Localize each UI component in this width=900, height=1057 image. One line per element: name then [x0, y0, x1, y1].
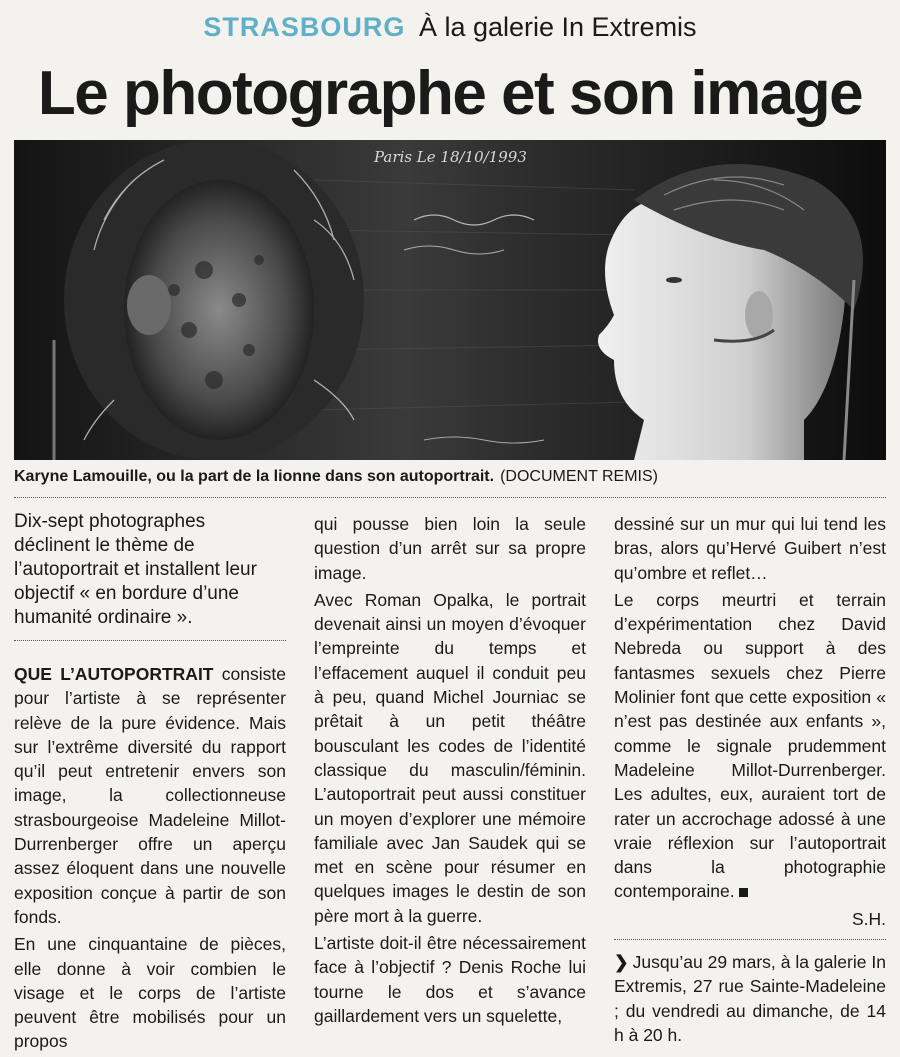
- kicker: [0, 10, 900, 44]
- end-mark-icon: [739, 888, 748, 897]
- signature: S.H.: [851, 908, 886, 929]
- divider: [614, 939, 886, 940]
- article-photo: [14, 140, 886, 460]
- photo-caption: [14, 466, 886, 488]
- article-column-3: [614, 512, 886, 1047]
- article-column-1: [14, 662, 286, 1057]
- paragraph: Avec Roman Opalka, le portrait devenait ainsi un moyen d’évoquer l’empreinte du temps et l’effacement auquel il conduit peu à peu, quand Michel Journiac se prêtait à un petit théâtre bousculant les codes de l’identité classique du masculin/féminin. L’autoportrait peut aussi constituer un moyen d’explorer une mémoire familiale avec Jan Saudek qui se met en scène pour résumer en quelques images le destin de son père mort à la guerre.: [314, 589, 586, 926]
- practical-info-text: Jusqu’au 29 mars, à la galerie In Extremis, 27 rue Sainte-Madeleine ; du vendredi au dimanche, de 14 h à 20 h.: [614, 952, 886, 1045]
- paragraph: dessiné sur un mur qui lui tend les bras, alors qu’Hervé Guibert n’est qu’ombre et reflet…: [614, 514, 886, 583]
- lead-in: QUE L’AUTOPORTRAIT: [14, 664, 214, 684]
- divider: [14, 497, 886, 498]
- divider: [14, 640, 286, 641]
- chapo: Dix-sept photographes déclinent le thème de l’autoportrait et installent leur objectif « en bordure d’une humanité ordinaire ».: [14, 511, 257, 628]
- paragraph-text: consiste pour l’artiste à se représenter relève de la pure évidence. Mais sur l’extrême diversité du rapport qu’il peut entretenir envers son image, la collectionneuse strasbourgeoise Madeleine Millot-Durrenberger offre un aperçu assez éloquent dans une nouvelle exposition conçue à partir de son fonds.: [14, 664, 287, 927]
- paragraph: [614, 588, 886, 904]
- photo-illustration: [14, 140, 886, 460]
- kicker-city: STRASBOURG: [203, 12, 406, 42]
- practical-info: [614, 950, 886, 1047]
- paragraph: [14, 662, 286, 929]
- paragraph: L’artiste doit-il être nécessairement face à l’objectif ? Denis Roche lui tourne le dos et s’avance gaillardement vers un squelette,: [314, 933, 586, 1026]
- kicker-place: À la galerie In Extremis: [418, 12, 697, 42]
- paragraph: qui pousse bien loin la seule question d’un arrêt sur sa propre image.: [314, 514, 586, 583]
- paragraph-text: Le corps meurtri et terrain d’expérimentation chez David Nebreda ou support à des fantasmes sexuels chez Pierre Molinier font que cette exposition « n’est pas destinée aux enfants », comme le signale prudemment Madeleine Millot-Durrenberger. Les adultes, eux, auraient tort de rater un accrochage adossé à une vraie réflexion sur l’autoportrait dans la photographie contemporaine.: [614, 589, 886, 902]
- article-column-2: [314, 512, 586, 1031]
- photo-inscription: Paris Le 18/10/1993: [374, 148, 527, 166]
- caption-credit: (DOCUMENT REMIS): [500, 468, 658, 485]
- headline: Le photographe et son image: [37, 59, 863, 128]
- caption-text: Karyne Lamouille, ou la part de la lionne dans son autoportrait.: [14, 468, 495, 485]
- paragraph: En une cinquantaine de pièces, elle donne à voir combien le visage et le corps de l’artiste peuvent être mobilisés pour un propos: [14, 934, 286, 1052]
- arrow-icon: ❯: [614, 952, 629, 973]
